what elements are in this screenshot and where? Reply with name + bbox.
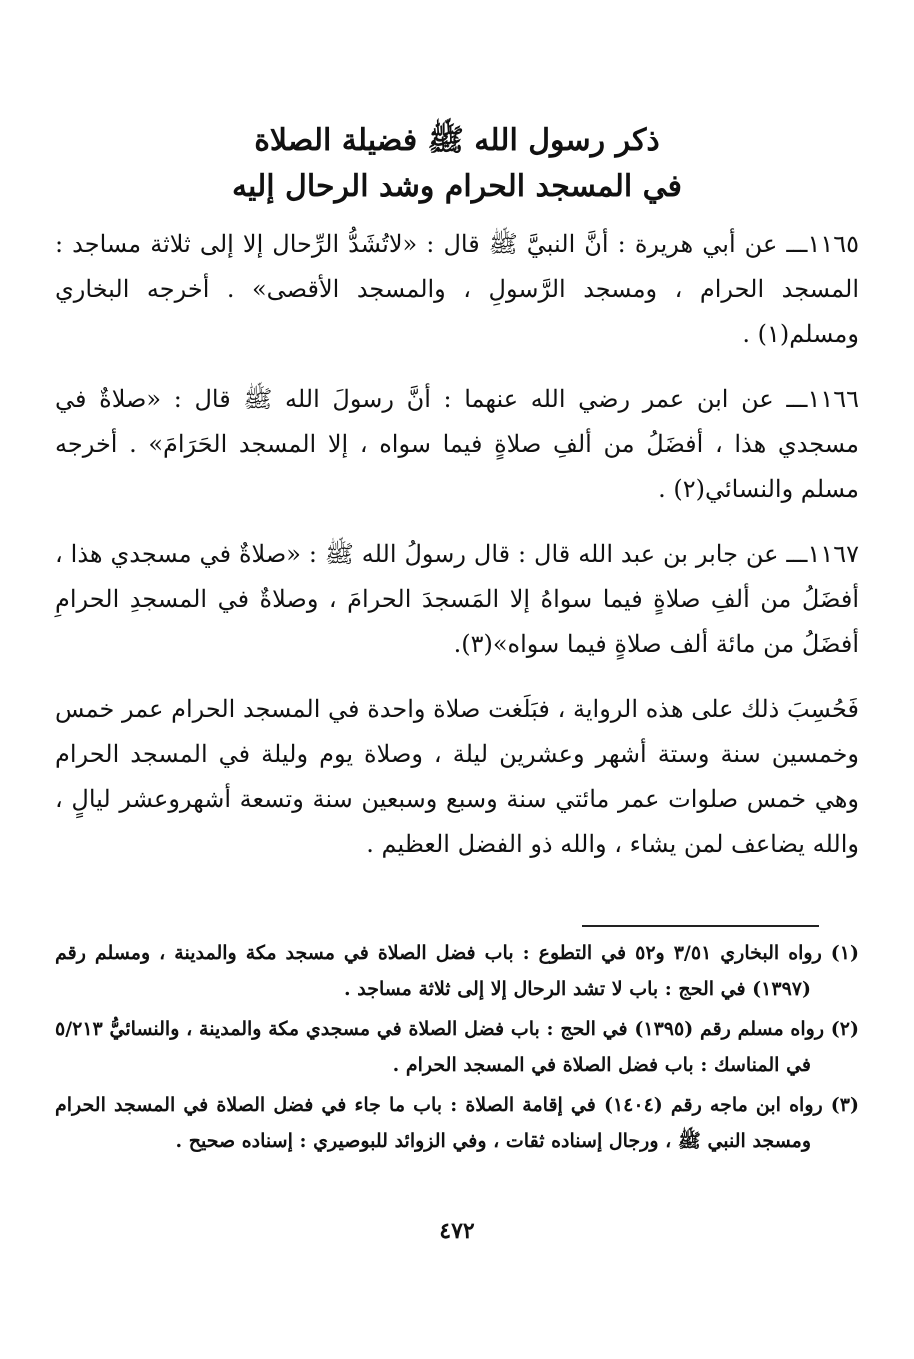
hadith-1167: [55, 532, 859, 667]
footnote-separator: [582, 925, 819, 927]
hadith-text: ـــ عن ابن عمر رضي الله عنهما : أنَّ رسولَ الله ﷺ قال : «صلاةٌ في مسجدي هذا ، أفضَلُ من ألفِ صلاةٍ فيما سواه ، إلا المسجد الحَرَامَ» . أخرجه مسلم والنسائي(٢) .: [55, 385, 859, 503]
heading-line-1: ذكر رسول الله ﷺ فضيلة الصلاة: [254, 123, 660, 158]
commentary-paragraph: فَحُسِبَ ذلك على هذه الرواية ، فبَلَغت صلاة واحدة في المسجد الحرام عمر خمس وخمسين سنة وستة أشهر وعشرين ليلة ، وصلاة يوم وليلة في المسجد الحرام وهي خمس صلوات عمر مائتي سنة وسبع وسبعين سنة وتسعة أشهروعشر ليالٍ ، والله يضاعف لمن يشاء ، والله ذو الفضل العظيم .: [55, 695, 859, 858]
footnote-1: (١) رواه البخاري ٣/٥١ و٥٢ في التطوع : باب فضل الصلاة في مسجد مكة والمدينة ، ومسلم رقم (١٣٩٧) في الحج : باب لا تشد الرحال إلا إلى ثلاثة مساجد .: [55, 942, 859, 1000]
footnotes: [55, 935, 859, 1163]
footnote-2: (٢) رواه مسلم رقم (١٣٩٥) في الحج : باب فضل الصلاة في مسجدي مكة والمدينة ، والنسائيُّ ٥/٢١٣ في المناسك : باب فضل الصلاة في المسجد الحرام .: [55, 1018, 859, 1076]
page-number: ٤٧٢: [439, 1218, 475, 1244]
heading-line-2: في المسجد الحرام وشد الرحال إليه: [231, 169, 683, 204]
hadith-1165: [55, 222, 859, 357]
hadith-number: ١١٦٧: [807, 540, 859, 568]
chapter-heading: [60, 118, 854, 210]
main-text: [55, 222, 859, 891]
hadith-1166: [55, 377, 859, 512]
hadith-text: ـــ عن أبي هريرة : أنَّ النبيَّ ﷺ قال : «لاتُشَدُّ الرِّحال إلا إلى ثلاثة مساجد : المسجد الحرام ، ومسجد الرَّسولِ ، والمسجد الأقصى» . أخرجه البخاري ومسلم(١) .: [55, 230, 859, 348]
hadith-text: ـــ عن جابر بن عبد الله قال : قال رسولُ الله ﷺ : «صلاةٌ في مسجدي هذا ، أفضَلُ من ألفِ صلاةٍ فيما سواهُ إلا المَسجدَ الحرامَ ، وصلاةٌ في المسجدِ الحرامِ أفضَلُ من مائة ألف صلاةٍ فيما سواه»(٣).: [55, 540, 859, 658]
footnote-3: (٣) رواه ابن ماجه رقم (١٤٠٤) في إقامة الصلاة : باب ما جاء في فضل الصلاة في المسجد الحرام ومسجد النبي ﷺ ، ورجال إسناده ثقات ، وفي الزوائد للبوصيري : إسناده صحيح .: [55, 1094, 859, 1152]
hadith-number: ١١٦٦: [807, 385, 859, 413]
hadith-number: ١١٦٥: [807, 230, 859, 258]
